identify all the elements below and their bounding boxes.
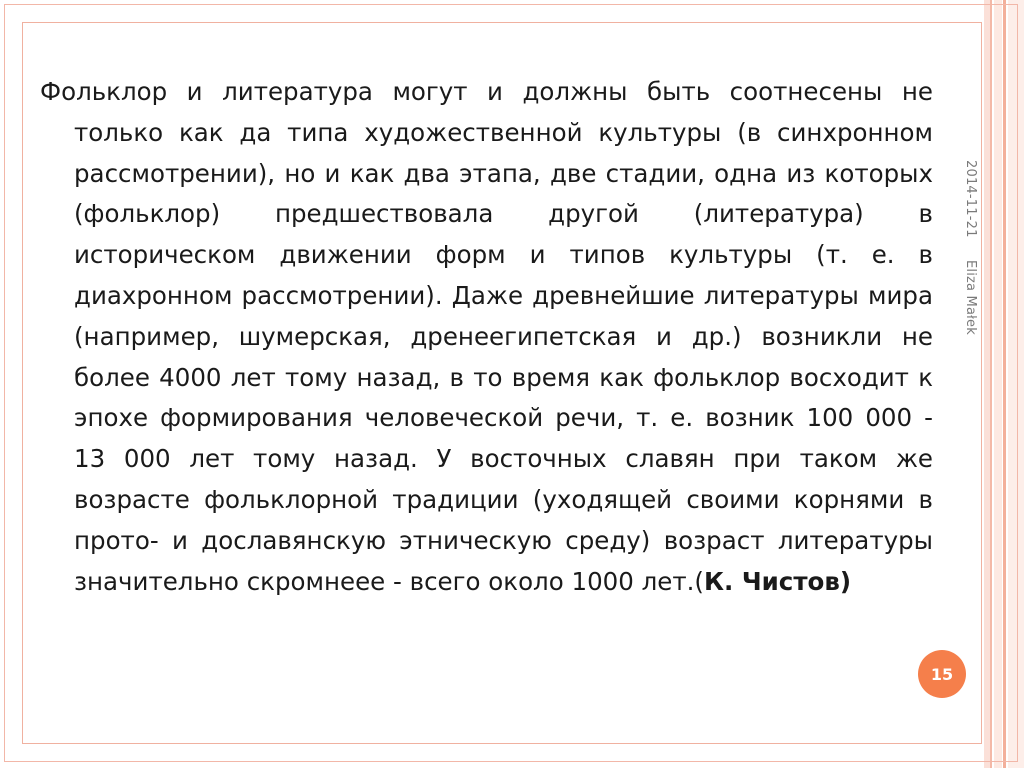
page-number-badge bbox=[918, 650, 966, 698]
side-footer bbox=[954, 160, 978, 360]
slide-date: 2014-11-21 bbox=[963, 160, 978, 238]
body-paragraph: Фольклор и литература могут и должны быть соотнесены не только как да типа художественной культуры (в синхронном рассмотрении), но и как два этапа, две стадии, одна из которых (фольклор) предшествовала другой (литература) в историческом движении форм и типов культуры (т. е. в диахронном рассмотрении). Даже древнейшие литературы мира (например, шумерская, дренеегипетская и др.) возникли не более 4000 лет тому назад, в то время как фольклор восходит к эпохе формирования человеческой речи, т. е. возник 100 000 - 13 000 лет тому назад. У восточных славян при таком же возрасте фольклорной традиции (уходящей своими корнями в прото- и дославянскую этническую среду) возраст литературы значительно скромнеее - всего около 1000 лет.( bbox=[40, 77, 933, 596]
slide-author: Eliza Małek bbox=[963, 259, 978, 335]
slide-body-text bbox=[40, 72, 933, 602]
quote-author: К. Чистов) bbox=[703, 566, 852, 596]
page-number: 15 bbox=[930, 664, 954, 684]
